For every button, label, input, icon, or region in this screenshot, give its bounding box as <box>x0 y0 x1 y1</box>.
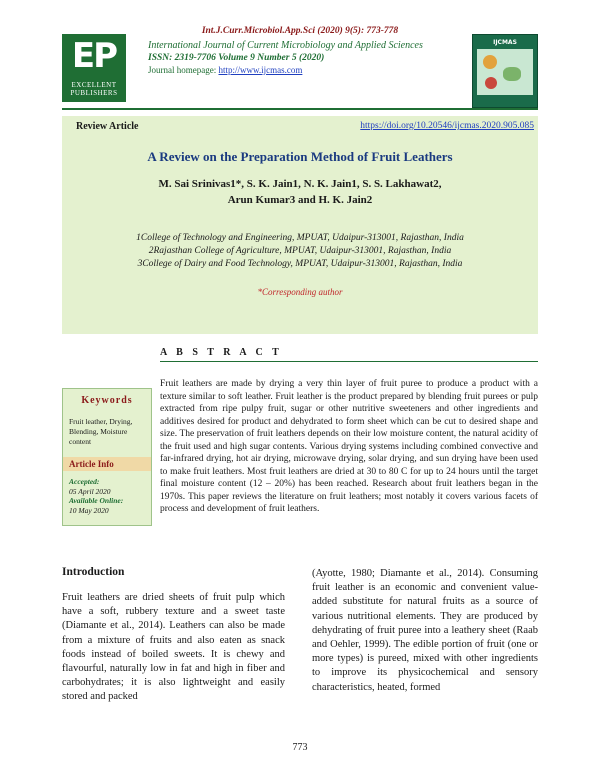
journal-header <box>148 40 458 76</box>
logo-letters: EP <box>71 36 117 76</box>
page-number: 773 <box>292 742 308 753</box>
keywords-heading: Keywords <box>81 395 133 406</box>
journal-title: International Journal of Current Microbiology and Applied Sciences <box>148 40 423 51</box>
keywords-list: Fruit leather, Drying, Blending, Moisture content <box>69 417 133 446</box>
online-label: Available Online: <box>69 496 124 505</box>
journal-cover-thumbnail <box>472 34 538 108</box>
accepted-date: 05 April 2020 <box>69 486 111 496</box>
introduction-column-right: (Ayotte, 1980; Diamante et al., 2014). Consuming fruit leather is an economic and convenient value-added substitute for natural fruits as a source of various nutritional elements. They are produced by dehydrating of fruit puree into a leathery sheet (Raab and Oehler, 1999). The edible portion of fruit (one or more types) is pureed, mixed with other ingredients to improve its physicochemical and sensory characteristics, heated, formed <box>312 568 538 693</box>
doi-link[interactable]: https://doi.org/10.20546/ijcmas.2020.905.085 <box>360 121 534 131</box>
abstract-heading: A B S T R A C T <box>160 347 283 358</box>
accepted-label: Accepted: <box>69 477 100 486</box>
header-rule <box>62 108 538 110</box>
logo-publisher: EXCELLENT PUBLISHERS <box>70 81 118 97</box>
journal-issn: ISSN: 2319-7706 Volume 9 Number 5 (2020) <box>148 53 325 63</box>
publisher-logo <box>62 34 126 102</box>
authors-line: M. Sai Srinivas1*, S. K. Jain1, N. K. Jain1, S. S. Lakhawat2, <box>158 178 442 190</box>
journal-homepage <box>148 64 458 76</box>
introduction-heading: Introduction <box>62 566 125 578</box>
article-dates <box>69 477 149 515</box>
cover-fruit-shape <box>503 67 521 81</box>
article-type: Review Article <box>76 121 139 132</box>
cover-title: IJCMAS <box>493 39 517 46</box>
homepage-label: Journal homepage: <box>148 65 219 75</box>
corresponding-author: *Corresponding author <box>257 287 343 297</box>
affiliation: 2Rajasthan College of Agriculture, MPUAT, Udaipur-313001, Rajasthan, India <box>148 246 452 256</box>
affiliation: 3College of Dairy and Food Technology, MPUAT, Udaipur-313001, Rajasthan, India <box>137 259 463 269</box>
abstract-rule <box>160 361 538 362</box>
cover-fruit-shape <box>485 77 497 89</box>
article-info-heading: Article Info <box>63 457 151 471</box>
homepage-link[interactable]: http://www.ijcmas.com <box>218 65 303 75</box>
affiliation: 1College of Technology and Engineering, MPUAT, Udaipur-313001, Rajasthan, India <box>136 233 464 243</box>
cover-fruit-shape <box>483 55 497 69</box>
running-head: Int.J.Curr.Microbiol.App.Sci (2020) 9(5): 773-778 <box>201 26 399 36</box>
authors <box>100 176 500 208</box>
cover-image <box>477 49 533 95</box>
article-title: A Review on the Preparation Method of Fruit Leathers <box>147 149 453 164</box>
online-date: 10 May 2020 <box>69 505 109 515</box>
authors-line: Arun Kumar3 and H. K. Jain2 <box>227 194 373 206</box>
introduction-column-left: Fruit leathers are dried sheets of fruit pulp which have a soft, rubbery texture and a sweet taste (Diamante et al., 2014). Leathers can also be made from a mixture of fruits and also eaten as snack foods instead of boiled sweets. It is chewy and flavourful, naturally low in fat and high in fiber and carbohydrates; it is also lightweight and easily stored and packed <box>62 592 285 703</box>
affiliations <box>62 232 538 271</box>
abstract-text: Fruit leathers are made by drying a very thin layer of fruit puree to produce a product with a texture similar to soft leather. Fruit leather is the product prepared by blending fruit purees or pulp extracted from ripe pulpy fruit, sugar or other nutritive sweeteners and other ingredients and additives desired for product and dehydrated to form sheet which can be cut to desired shape and size. The preservation of fruit leathers depends on their low moisture content, the natural acidity of the fruit used and high sugar contents. Various drying systems including combined convective and far-infrared drying, hot air drying, microwave drying, solar drying, and sun drying have been used to make fruit leathers. Most fruit leathers are dried at 30 to 80 C for up to 24 hours until the target final moisture content (12 – 20%) has been reached. Research about fruit leathers began in the 1970s. This paper reviews the literature on fruit leathers; most notably it covers various facets of process and development of fruit leathers. <box>160 379 538 514</box>
article-sidebar <box>62 388 152 526</box>
